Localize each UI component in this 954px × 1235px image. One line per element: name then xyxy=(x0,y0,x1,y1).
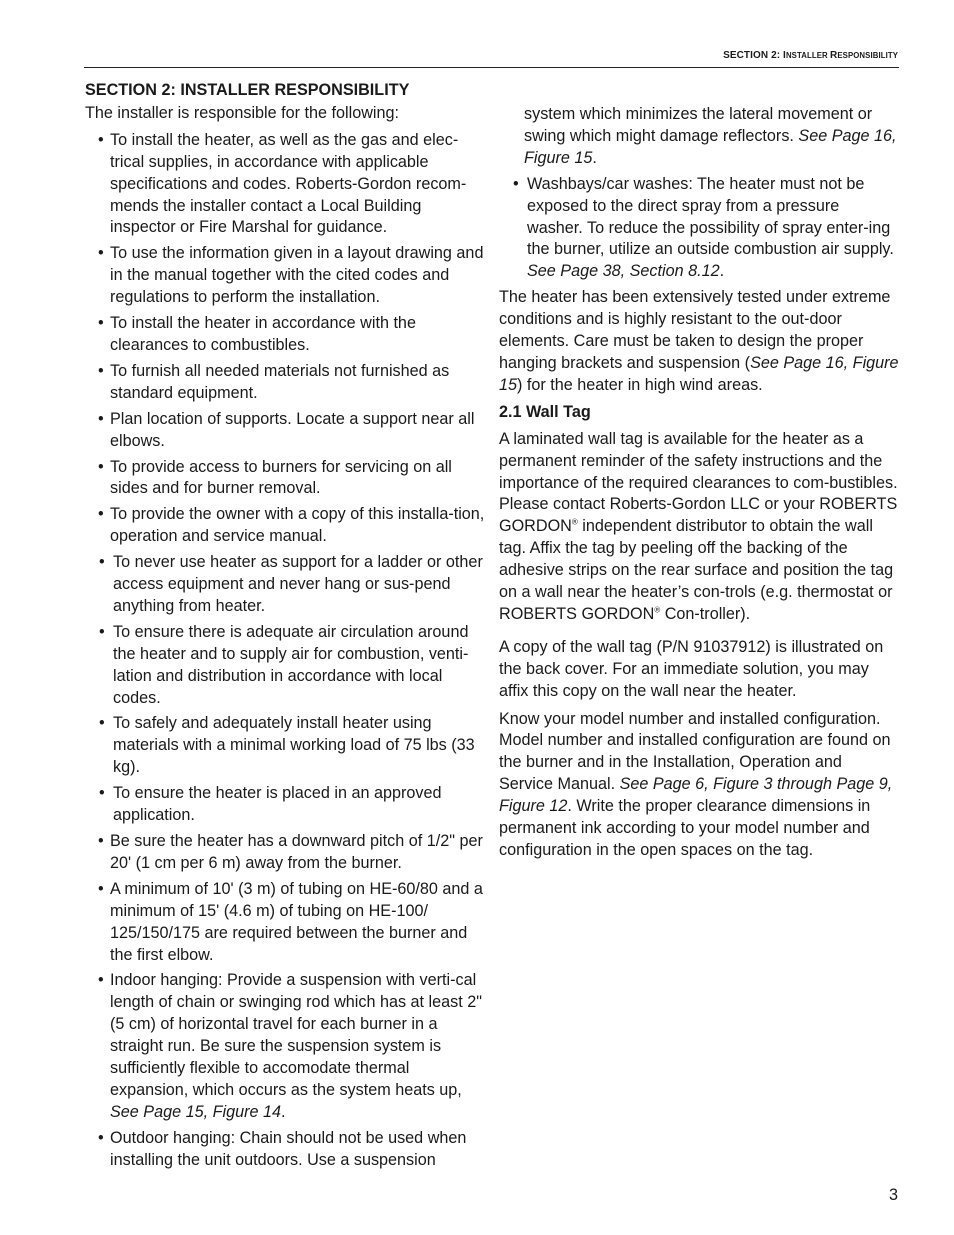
running-head-part: ESPONSIBILITY xyxy=(837,51,898,60)
bullet-icon: • xyxy=(98,879,104,898)
paragraph-text: A laminated wall tag is available for the heater as a permanent reminder of the safety instructions and the importance of the required clearances to com-bustibles. Please contact Roberts-Gordon LLC or your ROBERTS GORDON xyxy=(499,429,898,536)
list-item-text: Be sure the heater has a downward pitch of 1/2" per 20' (1 cm per 6 m) away from the burner. xyxy=(110,832,483,872)
list-item xyxy=(85,970,489,1123)
list-item xyxy=(85,622,489,710)
bullet-icon: • xyxy=(98,971,104,990)
list-item-text: To ensure the heater is placed in an approved application. xyxy=(113,784,442,825)
list-item-text: To safely and adequately install heater using materials with a minimal working load of 75 lbs (33 kg). xyxy=(113,714,475,777)
left-column xyxy=(85,80,489,1176)
paragraph xyxy=(499,709,899,862)
paragraph-text: Know your model number and installed configuration. Model number and installed configuration are found on the burner and in the Installation, Operation and Service Manual. xyxy=(499,709,891,794)
cross-reference: See Page 16, Figure 15 xyxy=(524,126,897,167)
paragraph-text: . Write the proper clearance dimensions in permanent ink according to your model number and configuration in the open spaces on the tag. xyxy=(499,797,871,859)
bullet-icon: • xyxy=(98,361,104,380)
list-item-text: To use the information given in a layout drawing and in the manual together with the cited codes and regulations to perform the installation. xyxy=(110,244,484,307)
list-item-text: . xyxy=(719,262,725,281)
bullet-icon: • xyxy=(99,714,105,733)
bullet-icon: • xyxy=(98,505,104,524)
registered-mark: ® xyxy=(571,517,578,527)
bullet-icon: • xyxy=(98,409,104,428)
list-item xyxy=(85,879,489,967)
subsection-title: 2.1 Wall Tag xyxy=(499,402,591,421)
list-item xyxy=(85,504,489,548)
list-item xyxy=(85,409,489,453)
bullet-icon: • xyxy=(99,553,105,572)
running-head-part: R xyxy=(830,50,838,61)
list-item xyxy=(499,174,899,284)
list-item-text: To install the heater in accordance with the clearances to combustibles. xyxy=(110,314,416,354)
bullet-icon: • xyxy=(98,457,104,476)
list-item-continuation xyxy=(499,104,899,170)
responsibility-list-continued xyxy=(499,174,899,284)
right-column xyxy=(499,104,899,867)
paragraph-text: Con-troller). xyxy=(660,604,751,623)
list-item-text: To furnish all needed materials not furnished as standard equipment. xyxy=(110,361,450,402)
page-number: 3 xyxy=(888,1186,898,1204)
list-item-text: Indoor hanging: Provide a suspension with verti-cal length of chain or swinging rod which has at least 2" (5 cm) of horizontal travel for each burner in a straight run. Be sure the suspension system is sufficiently flexible to accomodate thermal expansion, which occurs as the system heats up, xyxy=(110,971,482,1099)
list-item xyxy=(85,1128,489,1172)
list-item-text: Plan location of supports. Locate a support near all elbows. xyxy=(110,409,475,450)
registered-mark: ® xyxy=(654,605,661,615)
list-item xyxy=(85,713,489,779)
list-item xyxy=(85,831,489,875)
list-item-text: To ensure there is adequate air circulation around the heater and to supply air for combustion, venti-lation and distribution in accordance with local codes. xyxy=(113,622,469,707)
list-item-text: Outdoor hanging: Chain should not be used when installing the unit outdoors. Use a suspension xyxy=(110,1128,467,1169)
list-item-text: . xyxy=(281,1102,286,1121)
list-item-text: system which minimizes the lateral movement or swing which might damage reflectors. xyxy=(524,105,873,145)
bullet-icon: • xyxy=(98,832,104,850)
list-item xyxy=(85,552,489,618)
bullet-icon: • xyxy=(513,174,519,193)
list-item-text: To provide the owner with a copy of this installa-tion, operation and service manual. xyxy=(110,505,485,546)
paragraph-text: ) for the heater in high wind areas. xyxy=(517,375,763,394)
responsibility-list xyxy=(85,130,489,1172)
bullet-icon: • xyxy=(98,314,104,333)
list-item xyxy=(85,361,489,405)
cross-reference: See Page 6, Figure 3 through Page 9, Figure 12 xyxy=(499,775,893,816)
cross-reference: See Page 38, Section 8.12 xyxy=(527,262,720,281)
header-rule xyxy=(84,67,899,68)
list-item xyxy=(85,313,489,357)
bullet-icon: • xyxy=(99,784,105,803)
cross-reference: See Page 16, Figure 15 xyxy=(499,353,899,394)
list-item-text: A minimum of 10' (3 m) of tubing on HE-60/80 and a minimum of 15' (4.6 m) of tubing on HE-100/ 125/150/175 are required between the burner and the first elbow. xyxy=(110,879,483,964)
list-item xyxy=(85,243,489,309)
section-title: SECTION 2: INSTALLER RESPONSIBILITY xyxy=(85,81,410,99)
running-head-part: SECTION 2: I xyxy=(723,50,786,61)
running-head-part: NSTALLER xyxy=(785,51,831,60)
bullet-icon: • xyxy=(98,244,104,263)
bullet-icon: • xyxy=(98,1128,104,1147)
list-item-text: To never use heater as support for a ladder or other access equipment and never hang or sus-pend anything from heater. xyxy=(113,553,483,615)
cross-reference: See Page 15, Figure 14 xyxy=(110,1102,281,1121)
list-item-text: To install the heater, as well as the gas and elec-trical supplies, in accordance with applicable specifications and codes. Roberts-Gordon recom-mends the installer contact a Local Building inspector or Fire Marshal for guidance. xyxy=(110,130,467,237)
paragraph xyxy=(499,429,899,626)
section-intro: The installer is responsible for the following: xyxy=(85,103,400,122)
bullet-icon: • xyxy=(99,622,105,641)
list-item xyxy=(85,130,489,240)
paragraph-text: The heater has been extensively tested under extreme conditions and is highly resistant to the out-door elements. Care must be taken to design the proper hanging brackets and suspension ( xyxy=(499,288,891,372)
list-item-text: Washbays/car washes: The heater must not be exposed to the direct spray from a pressure washer. To reduce the possibility of spray enter-ing the burner, utilize an outside combustion air supply. xyxy=(527,174,894,259)
list-item xyxy=(85,783,489,827)
paragraph-text: independent distributor to obtain the wall tag. Affix the tag by peeling off the backing of the adhesive strips on the rear surface and position the tag on a wall near the heater’s con-trols (e.g. thermostat or ROBERTS GORDON xyxy=(499,517,894,623)
list-item-text: To provide access to burners for servicing on all sides and for burner removal. xyxy=(110,457,452,498)
list-item xyxy=(85,457,489,501)
list-item-text: . xyxy=(592,148,597,167)
paragraph xyxy=(499,287,899,397)
paragraph: A copy of the wall tag (P/N 91037912) is illustrated on the back cover. For an immediate solution, you may affix this copy on the wall near the heater. xyxy=(499,637,884,700)
running-head xyxy=(84,50,898,61)
bullet-icon: • xyxy=(98,130,104,149)
